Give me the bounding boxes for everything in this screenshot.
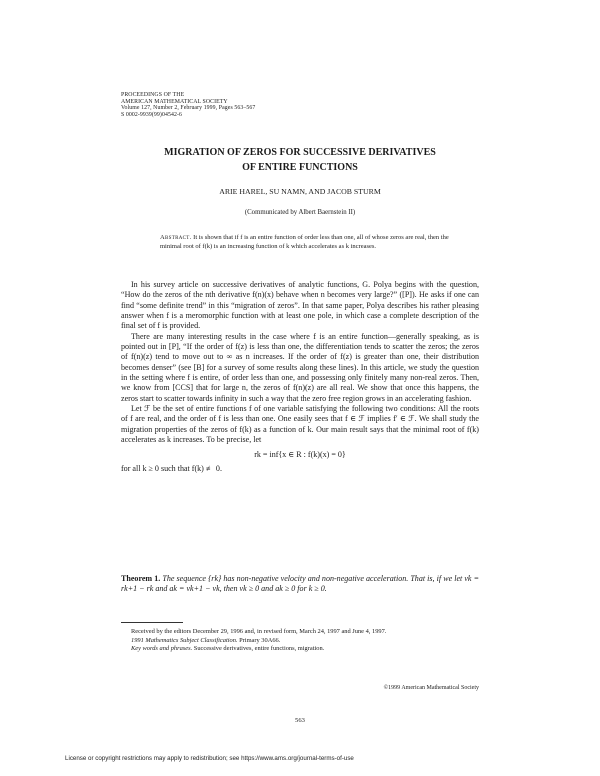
msc-value: Primary 30A66. <box>239 636 281 644</box>
footnotes <box>121 628 479 654</box>
footnote-divider <box>121 622 183 623</box>
received-note: Received by the editors December 29, 1996 and, in revised form, March 24, 1997 and June 4, 1997. <box>131 628 387 635</box>
communicated-by: (Communicated by Albert Baernstein II) <box>244 209 356 216</box>
keywords-note <box>121 645 479 654</box>
abstract-text: It is shown that if f is an entire function of order less than one, all of whose zeros are real, then the minimal root of f(k) is an increasing function of k which accelerates as k increases. <box>160 234 449 250</box>
journal-volume-info: Volume 127, Number 2, February 1999, Pages 563–567 <box>121 105 256 112</box>
paper-title <box>110 145 490 175</box>
theorem-label: Theorem 1. <box>121 574 161 583</box>
paragraph-2: There are many interesting results in the case where f is an entire function—generally speaking, as is pointed out in [P], “If the order of f(z) is less than one, the differentiation tends to scatter the zeros; the zeros of f(n)(z) tend to move out to ∞ as n increases. If the order of f(z) is greater than one, their distribution becomes denser” (see [B] for a survey of some results along these lines). In this article, we study the question in the setting where f is entire, of order less than one, and possessing only finitely many non-real zeros. Then, we know from [CCS] that for large n, the zeros of f(n)(z) are all real. We show that once this happens, the zeros start to scatter towards infinity in such a way that the zero free region grows in an accelerating fashion. <box>121 331 479 403</box>
equation-rk: rk = inf{x ∈ R : f(k)(x) = 0} <box>254 449 346 459</box>
paper-authors: ARIE HAREL, SU NAMN, AND JACOB STURM <box>219 187 381 196</box>
paragraph-4: for all k ≥ 0 such that f(k) ≢ 0. <box>121 463 222 473</box>
journal-doi: S 0002-9939(99)04542-6 <box>121 111 182 118</box>
page-number: 563 <box>295 717 305 724</box>
msc-note <box>121 637 479 646</box>
paragraph-3: Let ℱ be the set of entire functions f of one variable satisfying the following two conditions: All the roots of f are real, and the order of f is less than one. One easily sees that f ∈ ℱ implies f′ ∈ ℱ. We shall study the migration properties of the zeros of f(k) as a function of k. Our main result says that the minimal root of f(k) accelerates as k increases. To be precise, let <box>121 404 479 445</box>
paper-title-line-1: MIGRATION OF ZEROS FOR SUCCESSIVE DERIVATIVES <box>164 147 436 158</box>
msc-label: 1991 Mathematics Subject Classification. <box>131 636 238 644</box>
journal-header <box>121 92 381 118</box>
abstract-label: Abstract. <box>160 234 192 241</box>
body-text <box>121 280 479 474</box>
paper-title-line-2: OF ENTIRE FUNCTIONS <box>242 162 358 173</box>
license-footer: License or copyright restrictions may apply to redistribution; see https://www.ams.org/journal-terms-of-use <box>65 755 354 762</box>
keywords-value: Successive derivatives, entire functions, migration. <box>193 645 325 653</box>
journal-header-line-1: PROCEEDINGS OF THE <box>121 92 185 98</box>
journal-header-line-2: AMERICAN MATHEMATICAL SOCIETY <box>121 98 228 105</box>
abstract <box>160 234 456 251</box>
paragraph-1: In his survey article on successive derivatives of analytic functions, G. Polya begins with the question, “How do the zeros of the nth derivative f(n)(x) behave when n becomes very large?” ([P]). He asks if one can find “some definite trend” in this “migration of zeros”. In that same paper, Polya describes his rather pleasing answer when f is a meromorphic function with at least one pole, in which case a complete description of the final set of f is provided. <box>121 280 479 331</box>
theorem-1 <box>121 574 479 595</box>
keywords-label: Key words and phrases. <box>131 645 193 653</box>
copyright-notice: ©1999 American Mathematical Society <box>383 685 479 691</box>
theorem-text: The sequence {rk} has non-negative velocity and non-negative acceleration. That is, if we let vk = rk+1 − rk and ak = vk+1 − vk, then vk ≥ 0 and ak ≥ 0 for k ≥ 0. <box>121 574 480 594</box>
